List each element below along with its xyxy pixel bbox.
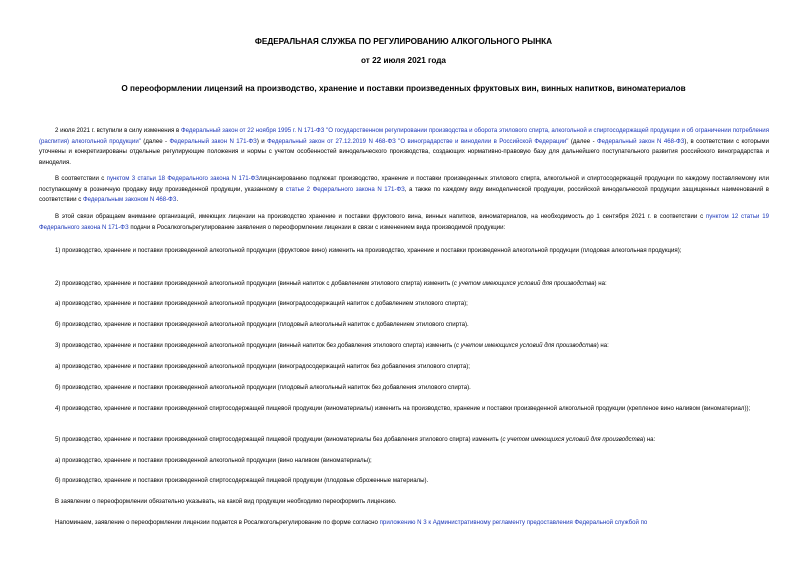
list-item-4: 4) производство, хранение и поставки произведенной спиртосодержащей пищевой продукции (виноматериалы) изменить на производство, хранение и поставки произведенной алкогольной продукции (крепленое вино наливом (виноматериал)); <box>55 405 751 412</box>
link-law-468fz-2[interactable]: Федеральным законом N 468-ФЗ <box>82 196 177 204</box>
list-item-2b: б) производство, хранение и поставки произведенной алкогольной продукции (плодовый алкогольный напиток с добавлением этилового спирта). <box>55 321 469 328</box>
link-law-171fz[interactable]: Федеральный закон от 22 ноября 1995 г. N 171-ФЗ "О государственном регулировании производства и оборота этилового спирта, алкогольной и спиртосодержащей продукции и об ограничении потребления (распития) алкогольной продукции" <box>39 127 769 145</box>
link-law-468fz-short[interactable]: Федеральный закон N 468-ФЗ <box>597 137 685 145</box>
list-item-3a: а) производство, хранение и поставки произведенной алкогольной продукции (виноградосодержащий напиток без добавления этилового спирта); <box>55 363 470 370</box>
list-item-3b: б) производство, хранение и поставки произведенной алкогольной продукции (плодовый алкогольный напиток без добавления этилового спирта). <box>55 384 471 391</box>
paragraph-intro: 2 июля 2021 г. вступили в силу изменения в Федеральный закон от 22 ноября 1995 г. N 171-ФЗ "О государственном регулировании производства и оборота этилового спирта, алкогольной и спиртосодержащей продукции и об ограничении потребления (распития) алкогольной продукции" (далее - Федеральный закон N 171-ФЗ) и Федеральный закон от 27.12.2019 N 468-ФЗ "О виноградарстве и виноделии в Российской Федерации" (далее - Федеральный закон N 468-ФЗ), в соответствии с которыми уточнены и конкретизированы отдельные регулирующие положения и нормы с учетом особенностей винодельческого производства, создающих нормативно-правовую базу для дальнейшего поступательного развития российского виноградарства и виноделия. <box>39 127 769 166</box>
link-art2[interactable]: статье 2 Федерального закона N 171-ФЗ <box>285 185 405 193</box>
link-law-468fz[interactable]: Федеральный закон от 27.12.2019 N 468-ФЗ "О виноградарстве и виноделии в Российской Федерации" <box>267 137 569 145</box>
list-item-2: 2) производство, хранение и поставки произведенной алкогольной продукции (винный напиток с добавлением этилового спирта) изменить (с учетом имеющихся условий для производства) на: <box>55 280 607 287</box>
list-item-2a: а) производство, хранение и поставки произведенной алкогольной продукции (виноградосодержащий напиток с добавлением этилового спирта); <box>55 300 468 307</box>
link-law-171fz-short[interactable]: Федеральный закон N 171-ФЗ <box>169 137 257 145</box>
list-item-3: 3) производство, хранение и поставки произведенной алкогольной продукции (винный напиток без добавления этилового спирта) изменить (с учетом имеющихся условий для производства) на: <box>55 342 609 349</box>
paragraph-reminder: Напоминаем, заявление о переоформлении лицензии подается в Росалкогольрегулирование по форме согласно приложению N 3 к Административному регламенту предоставления Федеральной службой по <box>55 519 648 526</box>
paragraph-licensing: В соответствии с пунктом 3 статьи 18 Федерального закона N 171-ФЗлицензированию подлежат производство, хранение и поставки произведенных этилового спирта, алкогольной и спиртосодержащей продукции по каждому поставляемому или поступающему в розничную продажу виду произведенной продукции, указанному в статье 2 Федерального закона N 171-ФЗ, а также по каждому виду винодельческой продукции, российской винодельческой продукции защищенных наименований в соответствии с Федеральным законом N 468-ФЗ. <box>39 175 770 204</box>
list-item-5a: а) производство, хранение и поставки произведенной алкогольной продукции (вино наливом (виноматериалы); <box>55 457 372 464</box>
link-appendix-3[interactable]: приложению N 3 к Административному регламенту предоставления Федеральной службой по <box>379 519 648 526</box>
link-art19-p12[interactable]: пунктом 12 статьи 19 Федерального закона N 171-ФЗ <box>39 213 769 231</box>
list-item-5b: б) производство, хранение и поставки произведенной спиртосодержащей пищевой продукции (плодовые сброженные материалы). <box>55 477 429 484</box>
list-item-1: 1) производство, хранение и поставки произведенной алкогольной продукции (фруктовое вино) изменить на производство, хранение и поставки произведенной алкогольной продукции (плодовая алкогольная продукция); <box>55 247 682 254</box>
document-subject: О переоформлении лицензий на производство, хранение и поставки произведенных фруктовых вин, винных напитков, виноматериалов <box>121 84 686 93</box>
link-art18-p3[interactable]: пунктом 3 статьи 18 Федерального закона N 171-ФЗ <box>106 175 259 182</box>
list-item-5: 5) производство, хранение и поставки произведенной спиртосодержащей пищевой продукции (виноматериалы без добавления этилового спирта) изменить (с учетом имеющихся условий для производства) на: <box>55 436 656 443</box>
paragraph-notice: В этой связи обращаем внимание организаций, имеющих лицензии на производство хранение и поставки фруктового вина, винных напитков, виноматериалов, на необходимость до 1 сентября 2021 г. в соответствии с пунктом 12 статьи 19 Федерального закона N 171-ФЗ подачи в Росалкогольрегулирование заявления о переоформлении лицензии в связи с изменением вида производимой продукции: <box>39 213 769 231</box>
paragraph-note: В заявлении о переоформлении обязательно указывать, на какой вид продукции необходимо переоформить лицензию. <box>55 498 397 505</box>
agency-title: ФЕДЕРАЛЬНАЯ СЛУЖБА ПО РЕГУЛИРОВАНИЮ АЛКОГОЛЬНОГО РЫНКА <box>254 37 553 46</box>
document-date: от 22 июля 2021 года <box>361 56 446 65</box>
